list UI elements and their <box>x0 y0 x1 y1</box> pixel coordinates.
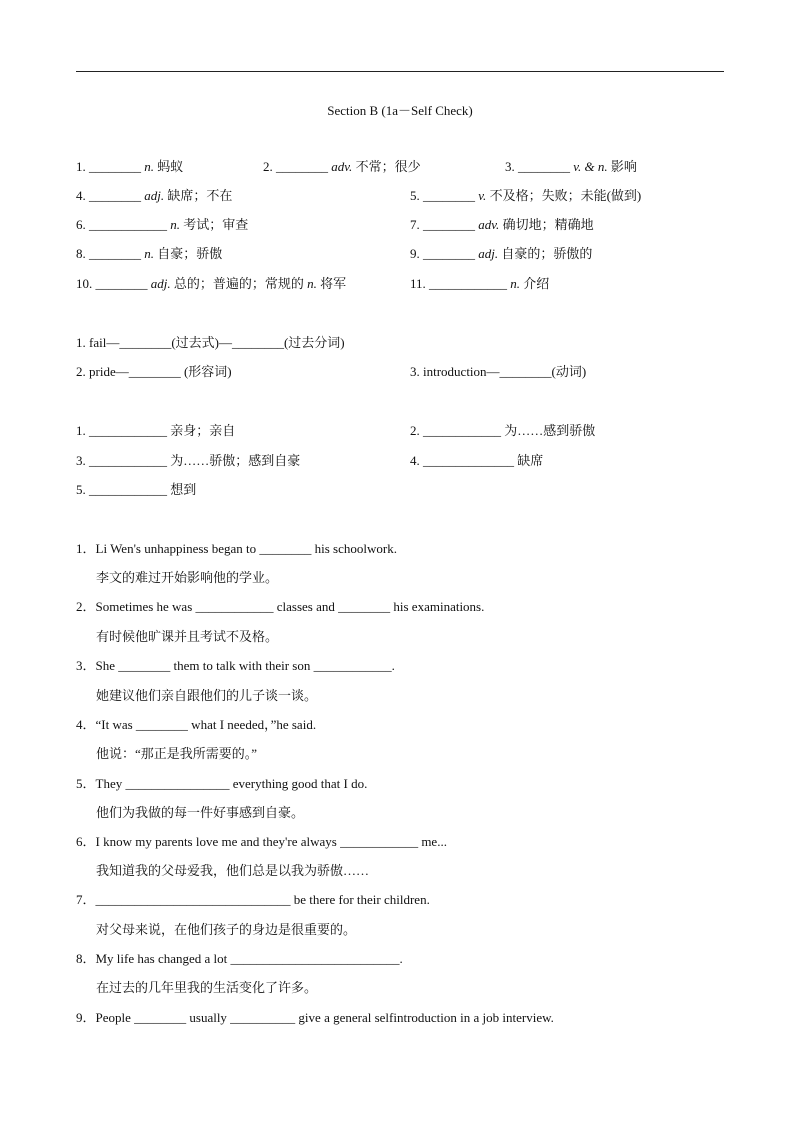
vocab-item-10 <box>76 276 346 292</box>
form-item-2[interactable]: 2. pride—________ (形容词) <box>76 364 232 379</box>
vocab-item-11 <box>410 276 549 292</box>
vocab-blank[interactable]: 9. ________ <box>410 246 475 261</box>
sentence-zh-4: 他说：“那正是我所需要的。” <box>96 746 258 761</box>
vocab-blank[interactable]: 7. ________ <box>410 217 475 232</box>
vocab-pos: n. <box>307 276 317 291</box>
sentence-en-1[interactable]: 1．Li Wen's unhappiness began to ________ his schoolwork. <box>76 541 397 556</box>
sentence-en-3[interactable]: 3．She ________ them to talk with their son ____________. <box>76 658 395 673</box>
vocab-pos: adv. <box>331 159 353 174</box>
page-title: Section B (1a－Self Check) <box>327 103 473 118</box>
form-item-3[interactable]: 3. introduction—________(动词) <box>410 364 587 379</box>
vocab-item-3 <box>505 159 637 175</box>
vocab-pos: n. <box>170 217 180 232</box>
vocab-meaning: 自豪；骄傲 <box>157 246 223 261</box>
vocab-pos: n. <box>144 159 154 174</box>
vocab-blank[interactable]: 3. ________ <box>505 159 570 174</box>
sentence-en-9[interactable]: 9．People ________ usually __________ give a general selfintroduction in a job interview. <box>76 1010 554 1025</box>
vocab-blank[interactable]: 8. ________ <box>76 246 141 261</box>
vocab-blank[interactable]: 1. ________ <box>76 159 141 174</box>
vocab-blank[interactable]: 2. ________ <box>263 159 328 174</box>
sentence-en-4[interactable]: 4．“It was ________ what I needed，”he said. <box>76 717 317 732</box>
vocab-meaning: 介绍 <box>523 276 550 291</box>
sentence-en-2[interactable]: 2．Sometimes he was ____________ classes and ________ his examinations. <box>76 599 485 614</box>
vocab-blank[interactable]: 11. ____________ <box>410 276 508 291</box>
vocab-pos: adj. <box>144 188 165 203</box>
vocab-meaning: 影响 <box>610 159 637 174</box>
vocab-meaning: 确切地；精确地 <box>502 217 594 232</box>
vocab-item-5 <box>410 188 641 204</box>
phrase-item-2[interactable]: 2. ____________ 为……感到骄傲 <box>410 423 596 438</box>
vocab-meaning: 不及格；失败；未能(做到) <box>489 188 642 203</box>
vocab-blank[interactable]: 10. ________ <box>76 276 148 291</box>
vocab-blank[interactable]: 4. ________ <box>76 188 141 203</box>
form-item-1[interactable]: 1. fail—________(过去式)—________(过去分词) <box>76 335 345 350</box>
sentence-zh-1: 李文的难过开始影响他的学业。 <box>96 570 279 585</box>
sentence-zh-5: 他们为我做的每一件好事感到自豪。 <box>96 805 305 820</box>
vocab-pos: n. <box>510 276 521 291</box>
vocab-item-4 <box>76 188 232 204</box>
sentence-en-6[interactable]: 6．I know my parents love me and they're always ____________ me... <box>76 834 447 849</box>
vocab-item-2 <box>263 159 421 175</box>
sentence-en-8[interactable]: 8．My life has changed a lot __________________________. <box>76 951 403 966</box>
top-rule <box>76 71 724 72</box>
vocab-item-1 <box>76 159 183 175</box>
vocab-meaning: 不常；很少 <box>355 159 421 174</box>
vocab-item-7 <box>410 217 594 233</box>
vocab-meaning: 总的；普遍的；常规的 <box>173 276 304 291</box>
vocab-meaning: 自豪的；骄傲的 <box>501 246 593 261</box>
sentence-zh-6: 我知道我的父母爱我，他们总是以我为骄傲…… <box>96 863 370 878</box>
vocab-meaning: 蚂蚁 <box>157 159 184 174</box>
vocab-blank[interactable]: 6. ____________ <box>76 217 167 232</box>
vocab-pos: v. & n. <box>573 159 608 174</box>
vocab-meaning: 考试；审查 <box>183 217 249 232</box>
sentence-zh-3: 她建议他们亲自跟他们的儿子谈一谈。 <box>96 688 318 703</box>
vocab-meaning: 将军 <box>320 276 347 291</box>
sentence-en-7[interactable]: 7．______________________________ be there for their children. <box>76 892 430 907</box>
vocab-pos: adj. <box>478 246 499 261</box>
sentence-zh-7: 对父母来说，在他们孩子的身边是很重要的。 <box>96 922 357 937</box>
vocab-item-9 <box>410 246 592 262</box>
vocab-meaning: 缺席；不在 <box>167 188 233 203</box>
vocab-pos: adv. <box>478 217 500 232</box>
vocab-pos: n. <box>144 246 154 261</box>
vocab-blank[interactable]: 5. ________ <box>410 188 475 203</box>
sentence-zh-2: 有时候他旷课并且考试不及格。 <box>96 629 279 644</box>
sentence-en-5[interactable]: 5．They ________________ everything good that I do. <box>76 776 368 791</box>
phrase-item-3[interactable]: 3. ____________ 为……骄傲；感到自豪 <box>76 453 301 468</box>
vocab-item-8 <box>76 246 222 262</box>
sentence-zh-8: 在过去的几年里我的生活变化了许多。 <box>96 980 318 995</box>
phrase-item-5[interactable]: 5. ____________ 想到 <box>76 482 197 497</box>
vocab-pos: adj. <box>150 276 171 291</box>
vocab-pos: v. <box>478 188 487 203</box>
phrase-item-4[interactable]: 4. ______________ 缺席 <box>410 453 544 468</box>
vocab-item-6 <box>76 217 248 233</box>
phrase-item-1[interactable]: 1. ____________ 亲身；亲自 <box>76 423 236 438</box>
